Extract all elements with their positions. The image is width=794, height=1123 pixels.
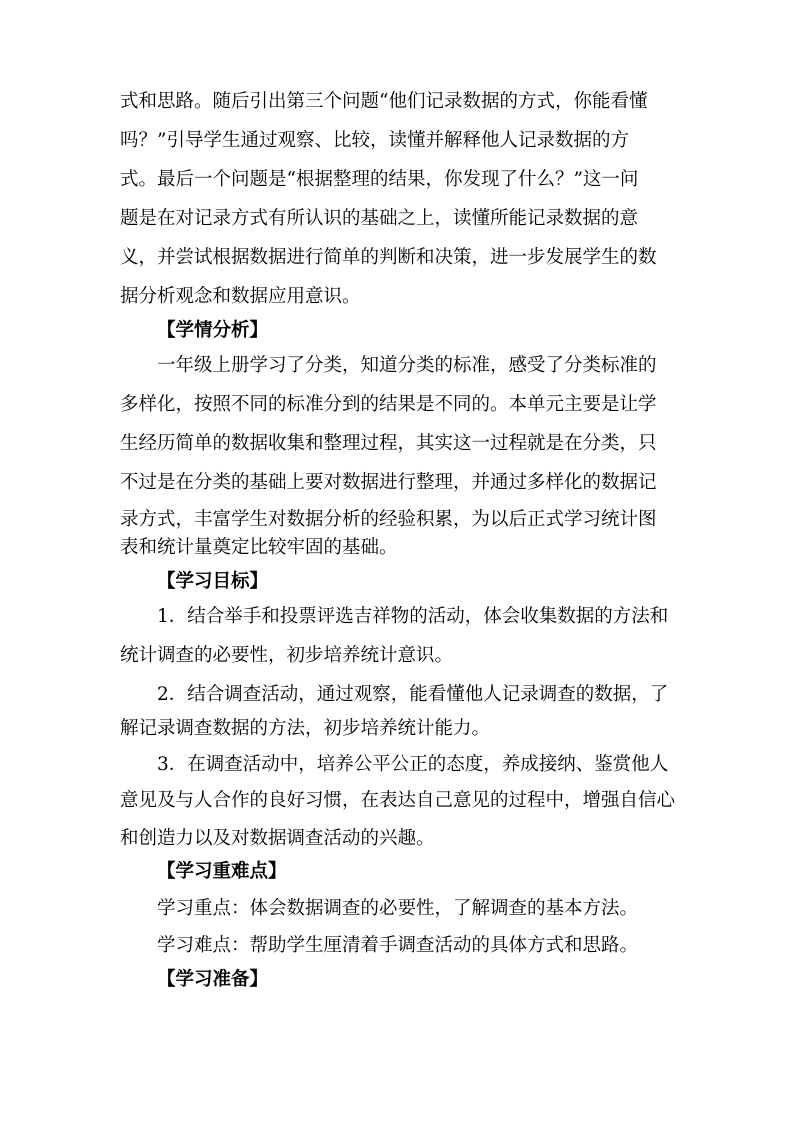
body-text-line: 2．结合调查活动，通过观察，能看懂他人记录调查的数据，了 (157, 684, 669, 705)
section-heading-objectives: 【学习目标】 (157, 571, 269, 592)
body-text-line: 不过是在分类的基础上要对数据进行整理，并通过多样化的数据记 (120, 472, 657, 493)
section-heading-key-points: 【学习重难点】 (157, 861, 287, 882)
body-text-line: 和创造力以及对数据调查活动的兴趣。 (120, 828, 435, 849)
body-text-line: 3．在调查活动中，培养公平公正的态度，养成接纳、鉴赏他人 (157, 754, 669, 775)
body-text-line: 式。最后一个问题是“根据整理的结果，你发现了什么？”这一问 (120, 169, 639, 190)
body-text-line: 学习重点：体会数据调查的必要性，了解调查的基本方法。 (157, 898, 639, 919)
body-text-line: 意见及与人合作的良好习惯，在表达自己意见的过程中，增强自信心 (120, 790, 676, 811)
body-text-line: 表和统计量奠定比较牢固的基础。 (120, 537, 398, 558)
section-heading-preparation: 【学习准备】 (157, 969, 269, 990)
body-text-line: 多样化，按照不同的标准分到的结果是不同的。本单元主要是让学 (120, 394, 657, 415)
body-text-line: 录方式，丰富学生对数据分析的经验积累，为以后正式学习统计图 (120, 509, 657, 530)
body-text-line: 义，并尝试根据数据进行简单的判断和决策，进一步发展学生的数 (120, 247, 657, 268)
body-text-line: 1．结合举手和投票评选吉祥物的活动，体会收集数据的方法和 (157, 606, 669, 627)
body-text-line: 学习难点：帮助学生厘清着手调查活动的具体方式和思路。 (157, 935, 639, 956)
body-text-line: 生经历简单的数据收集和整理过程，其实这一过程就是在分类，只 (120, 433, 657, 454)
body-text-line: 统计调查的必要性，初步培养统计意识。 (120, 645, 454, 666)
body-text-line: 吗？”引导学生通过观察、比较，读懂并解释他人记录数据的方 (120, 130, 629, 151)
body-text-line: 解记录调查数据的方法，初步培养统计能力。 (120, 718, 491, 739)
body-text-line: 据分析观念和数据应用意识。 (120, 286, 361, 307)
section-heading-student-analysis: 【学情分析】 (157, 320, 269, 341)
body-text-line: 式和思路。随后引出第三个问题“他们记录数据的方式，你能看懂 (120, 91, 648, 112)
body-text-line: 一年级上册学习了分类，知道分类的标准，感受了分类标准的 (157, 355, 657, 376)
body-text-line: 题是在对记录方式有所认识的基础之上，读懂所能记录数据的意 (120, 208, 639, 229)
